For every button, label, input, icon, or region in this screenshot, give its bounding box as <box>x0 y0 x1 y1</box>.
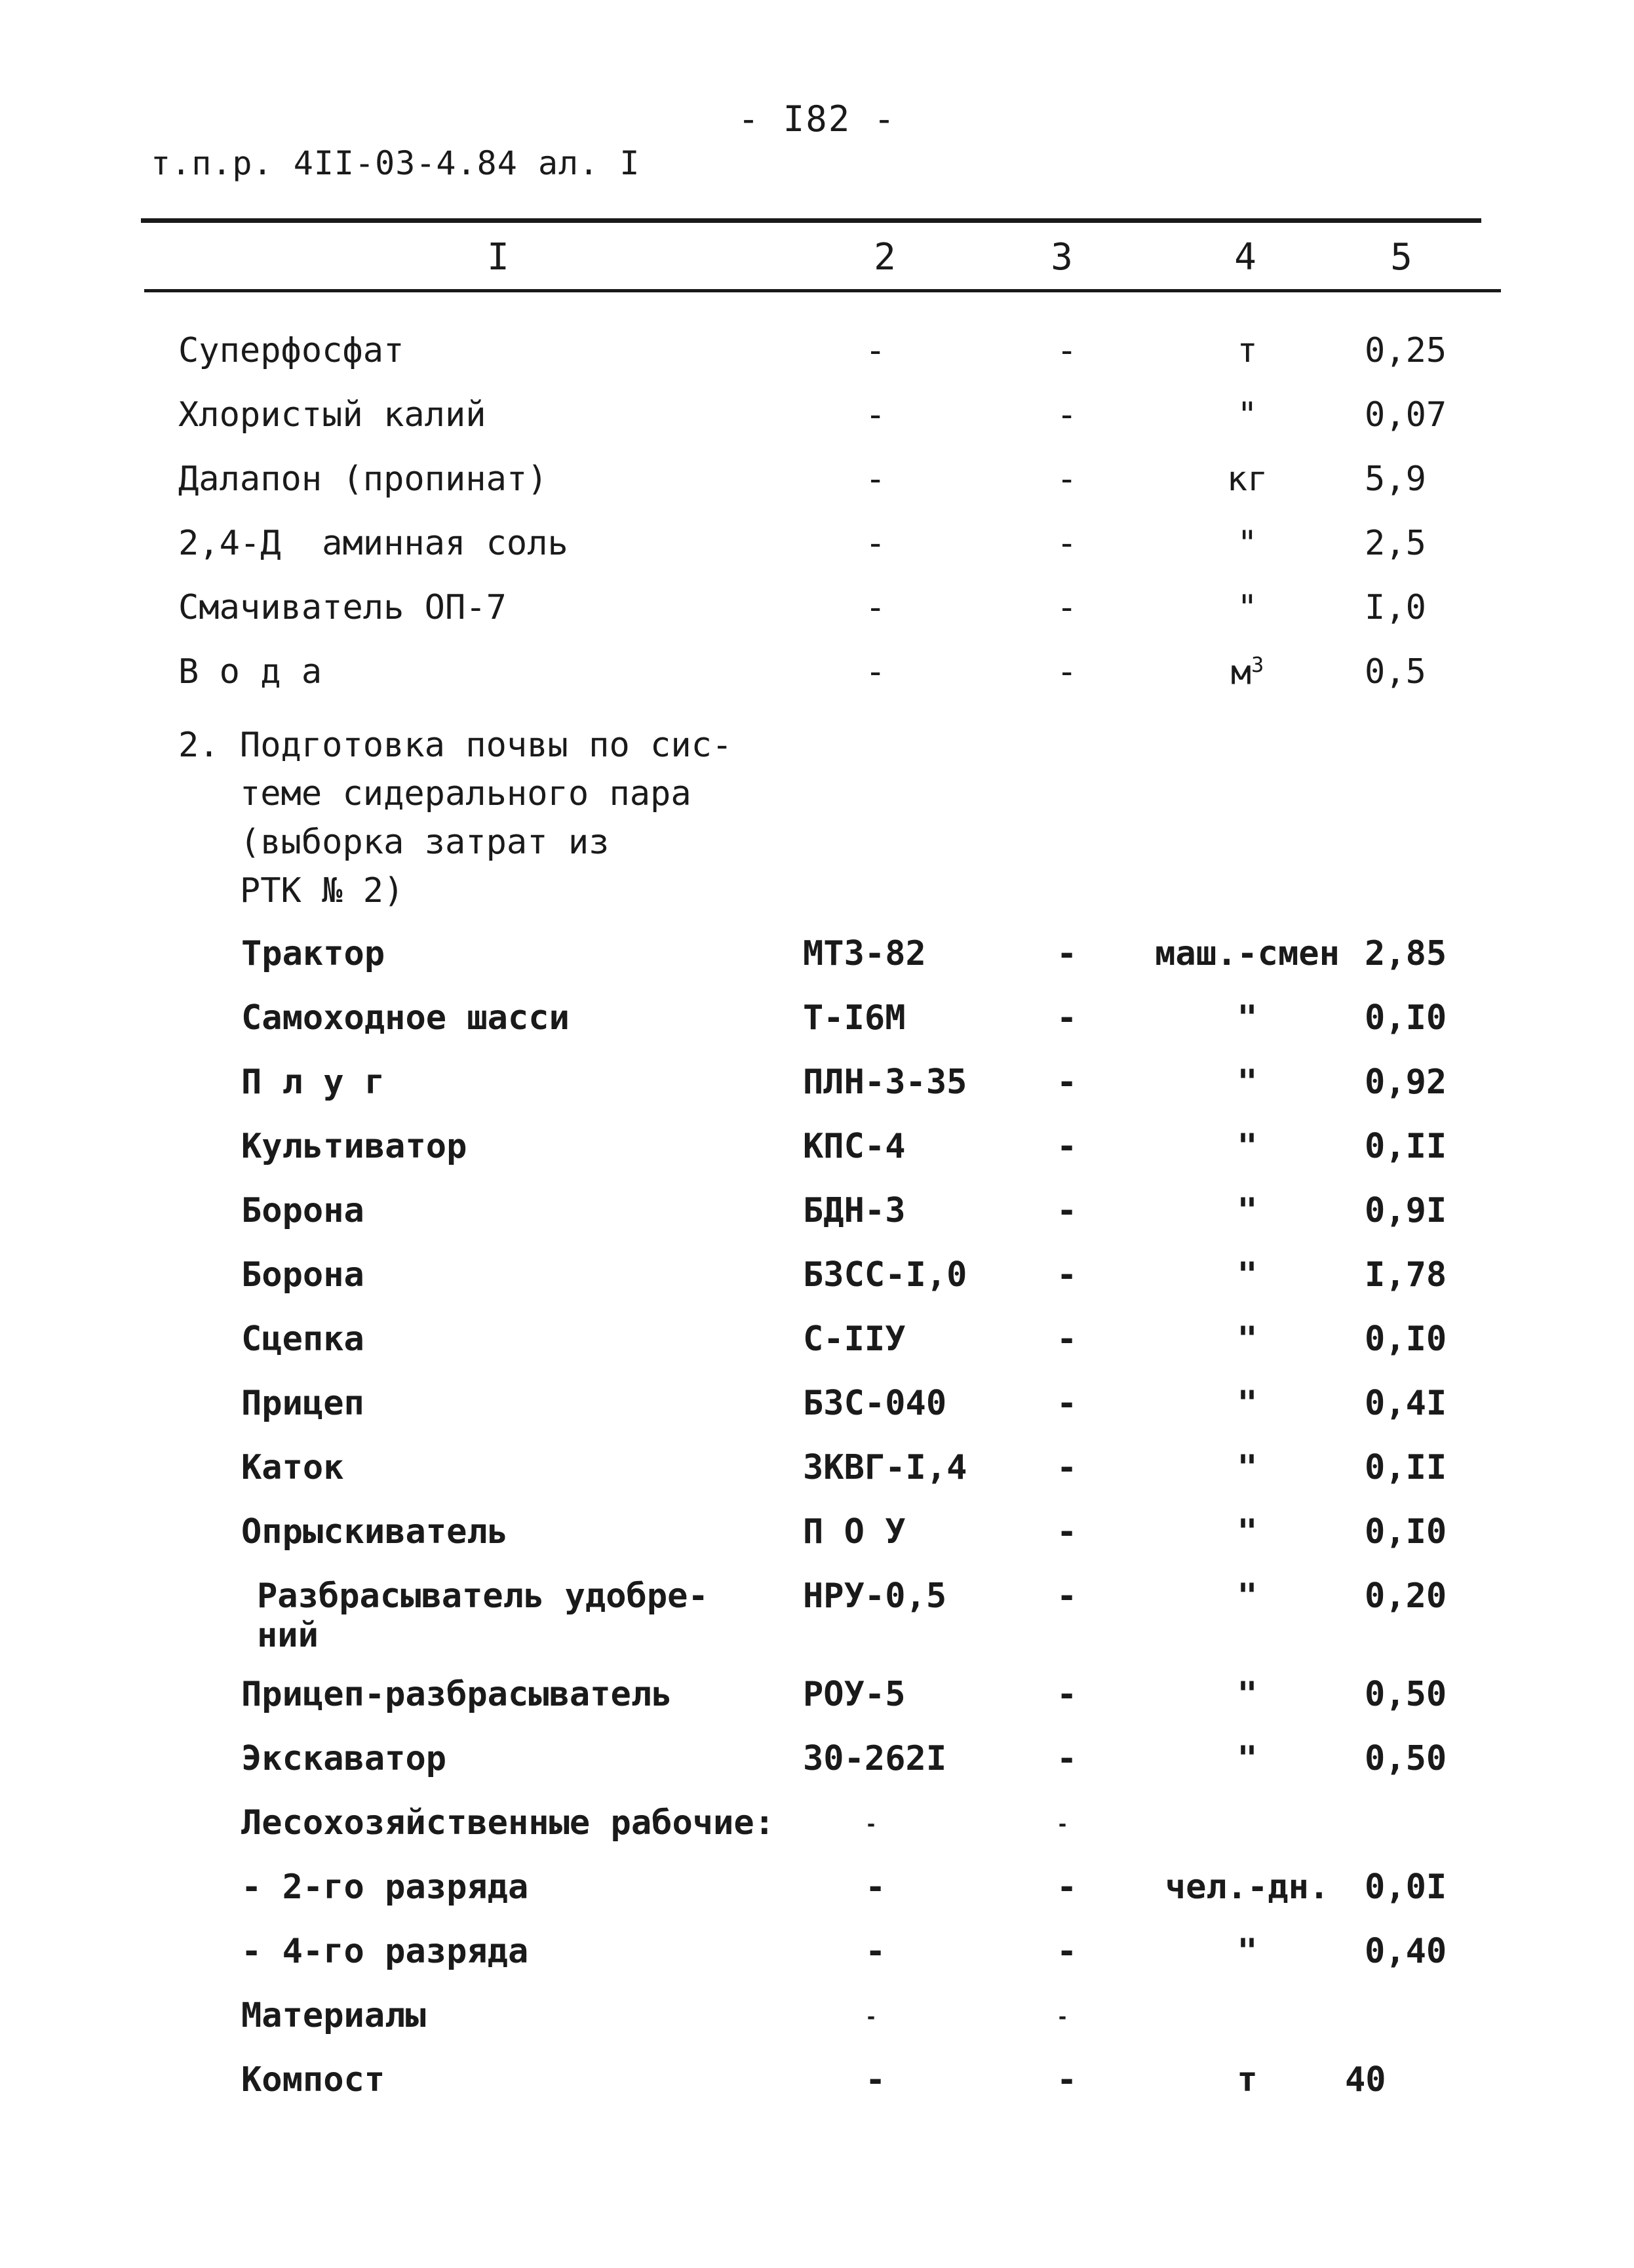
row-name: Самоходное шасси <box>241 998 570 1038</box>
row-value: 0,50 <box>1365 1675 1447 1714</box>
row-col3: - <box>1057 998 1078 1038</box>
row-name: Разбрасыватель удобре- ний <box>257 1576 709 1655</box>
row-col3: - <box>1057 652 1078 692</box>
row-name: Прицеп-разбрасыватель <box>241 1675 672 1714</box>
row-value: 0,50 <box>1365 1739 1447 1778</box>
row-col3: - <box>1057 588 1078 627</box>
row-unit: кг <box>1226 459 1268 499</box>
row-brand: МТЗ-82 <box>803 934 926 973</box>
row-unit: " <box>1237 1127 1258 1166</box>
row-unit: " <box>1237 524 1258 563</box>
row-name: Борона <box>241 1191 364 1230</box>
row-unit-superscript: 3 <box>1251 652 1264 677</box>
table-header-rule <box>144 289 1501 292</box>
row-name: Хлористый калий <box>178 395 486 435</box>
row-col3: - <box>1057 1932 1078 1971</box>
row-col3: - <box>1057 2060 1078 2100</box>
row-col3: - <box>1057 2006 1069 2029</box>
row-unit: " <box>1237 998 1258 1038</box>
row-col2: - <box>865 2006 878 2029</box>
row-name: Опрыскиватель <box>241 1512 508 1552</box>
column-header-5: 5 <box>1390 236 1412 279</box>
row-name: Компост <box>241 2060 385 2100</box>
row-unit: " <box>1237 1191 1258 1230</box>
row-col2: - <box>865 1867 886 1907</box>
row-value: 2,85 <box>1365 934 1447 973</box>
row-value: 5,9 <box>1365 459 1426 499</box>
page-number: - I82 - <box>737 98 897 140</box>
column-header-2: 2 <box>874 236 896 279</box>
row-value: 0,4I <box>1365 1384 1447 1423</box>
row-unit: " <box>1237 1932 1258 1971</box>
row-col3: - <box>1057 1576 1078 1616</box>
section-heading: 2. Подготовка почвы по сис- теме сидерального пара (выборка затрат из РТК № 2) <box>178 726 733 910</box>
row-name: 2,4-Д аминная соль <box>178 524 568 563</box>
row-name: Экскаватор <box>241 1739 447 1778</box>
row-value: 0,07 <box>1365 395 1447 435</box>
row-unit: " <box>1237 1063 1258 1102</box>
row-brand: П О У <box>803 1512 906 1552</box>
row-unit: т <box>1237 2060 1258 2100</box>
row-col2: - <box>865 395 886 435</box>
row-col3: - <box>1057 1063 1078 1102</box>
row-name: Трактор <box>241 934 385 973</box>
row-name: П л у г <box>241 1063 385 1102</box>
table-top-rule <box>141 218 1481 223</box>
row-col3: - <box>1057 524 1078 563</box>
row-col3: - <box>1057 331 1078 370</box>
row-name: Смачиватель ОП-7 <box>178 588 507 627</box>
row-unit: маш.-смен <box>1155 934 1340 973</box>
row-value: 0,20 <box>1365 1576 1447 1616</box>
row-unit: " <box>1237 588 1258 627</box>
row-unit-base: м <box>1230 653 1252 693</box>
row-value: 0,5 <box>1365 652 1426 692</box>
row-unit: " <box>1237 1320 1258 1359</box>
row-col3: - <box>1057 1867 1078 1907</box>
row-name: Суперфосфат <box>178 331 404 370</box>
row-value: 0,25 <box>1365 331 1447 370</box>
row-brand: БЗСС-I,0 <box>803 1255 967 1295</box>
row-unit: т <box>1237 331 1258 370</box>
row-brand: ЗКВГ-I,4 <box>803 1448 967 1487</box>
row-unit: чел.-дн. <box>1165 1867 1330 1907</box>
row-col2: - <box>865 1813 878 1836</box>
row-unit: " <box>1237 395 1258 435</box>
row-col2: - <box>865 459 886 499</box>
row-col2: - <box>865 524 886 563</box>
row-name: - 4-го разряда <box>241 1932 529 1971</box>
row-col3: - <box>1057 934 1078 973</box>
row-col3: - <box>1057 1255 1078 1295</box>
row-brand: БДН-3 <box>803 1191 906 1230</box>
row-col3: - <box>1057 1320 1078 1359</box>
row-col2: - <box>865 1932 886 1971</box>
row-col3: - <box>1057 459 1078 499</box>
row-value: I,0 <box>1365 588 1426 627</box>
row-value: I,78 <box>1365 1255 1447 1295</box>
row-name: Материалы <box>241 1996 426 2035</box>
row-value: 0,92 <box>1365 1063 1447 1102</box>
row-col3: - <box>1057 1448 1078 1487</box>
row-unit: " <box>1237 1739 1258 1778</box>
row-name: Далапон (пропинат) <box>178 459 548 499</box>
row-unit: " <box>1237 1255 1258 1295</box>
row-brand: КПС-4 <box>803 1127 906 1166</box>
row-value: 2,5 <box>1365 524 1426 563</box>
row-brand: С-IIУ <box>803 1320 906 1359</box>
column-header-4: 4 <box>1234 236 1256 279</box>
row-brand: РОУ-5 <box>803 1675 906 1714</box>
row-name: Лесохозяйственные рабочие: <box>241 1803 775 1843</box>
row-unit: " <box>1237 1384 1258 1423</box>
row-value: 0,I0 <box>1365 1512 1447 1552</box>
row-brand: Т-I6М <box>803 998 906 1038</box>
row-col3: - <box>1057 1191 1078 1230</box>
row-value: 0,II <box>1365 1448 1447 1487</box>
row-col3: - <box>1057 1739 1078 1778</box>
document-code: т.п.р. 4II-03-4.84 ал. I <box>151 144 640 182</box>
row-value: 0,9I <box>1365 1191 1447 1230</box>
row-name: Культиватор <box>241 1127 467 1166</box>
row-unit <box>1146 652 1349 692</box>
row-name: Сцепка <box>241 1320 364 1359</box>
row-unit: " <box>1237 1512 1258 1552</box>
row-col2: - <box>865 652 886 692</box>
row-brand: НРУ-0,5 <box>803 1576 947 1616</box>
row-col3: - <box>1057 1813 1069 1836</box>
row-brand: БЗС-040 <box>803 1384 947 1423</box>
row-col3: - <box>1057 395 1078 435</box>
row-value: 0,0I <box>1365 1867 1447 1907</box>
column-header-3: 3 <box>1051 236 1073 279</box>
row-value: 0,40 <box>1365 1932 1447 1971</box>
row-col3: - <box>1057 1384 1078 1423</box>
row-name: Борона <box>241 1255 364 1295</box>
row-value: 0,I0 <box>1365 998 1447 1038</box>
row-value: 40 <box>1345 2060 1386 2100</box>
row-unit: " <box>1237 1576 1258 1616</box>
row-col3: - <box>1057 1127 1078 1166</box>
column-header-1: I <box>487 236 509 279</box>
row-col3: - <box>1057 1675 1078 1714</box>
row-brand: ПЛН-3-35 <box>803 1063 967 1102</box>
row-col3: - <box>1057 1512 1078 1552</box>
row-col2: - <box>865 588 886 627</box>
row-unit: " <box>1237 1448 1258 1487</box>
row-col2: - <box>865 2060 886 2100</box>
row-name: - 2-го разряда <box>241 1867 529 1907</box>
row-brand: 30-262I <box>803 1739 947 1778</box>
row-unit: " <box>1237 1675 1258 1714</box>
row-name: В о д а <box>178 652 322 692</box>
row-value: 0,II <box>1365 1127 1447 1166</box>
row-col2: - <box>865 331 886 370</box>
row-value: 0,I0 <box>1365 1320 1447 1359</box>
row-name: Каток <box>241 1448 344 1487</box>
row-name: Прицеп <box>241 1384 364 1423</box>
